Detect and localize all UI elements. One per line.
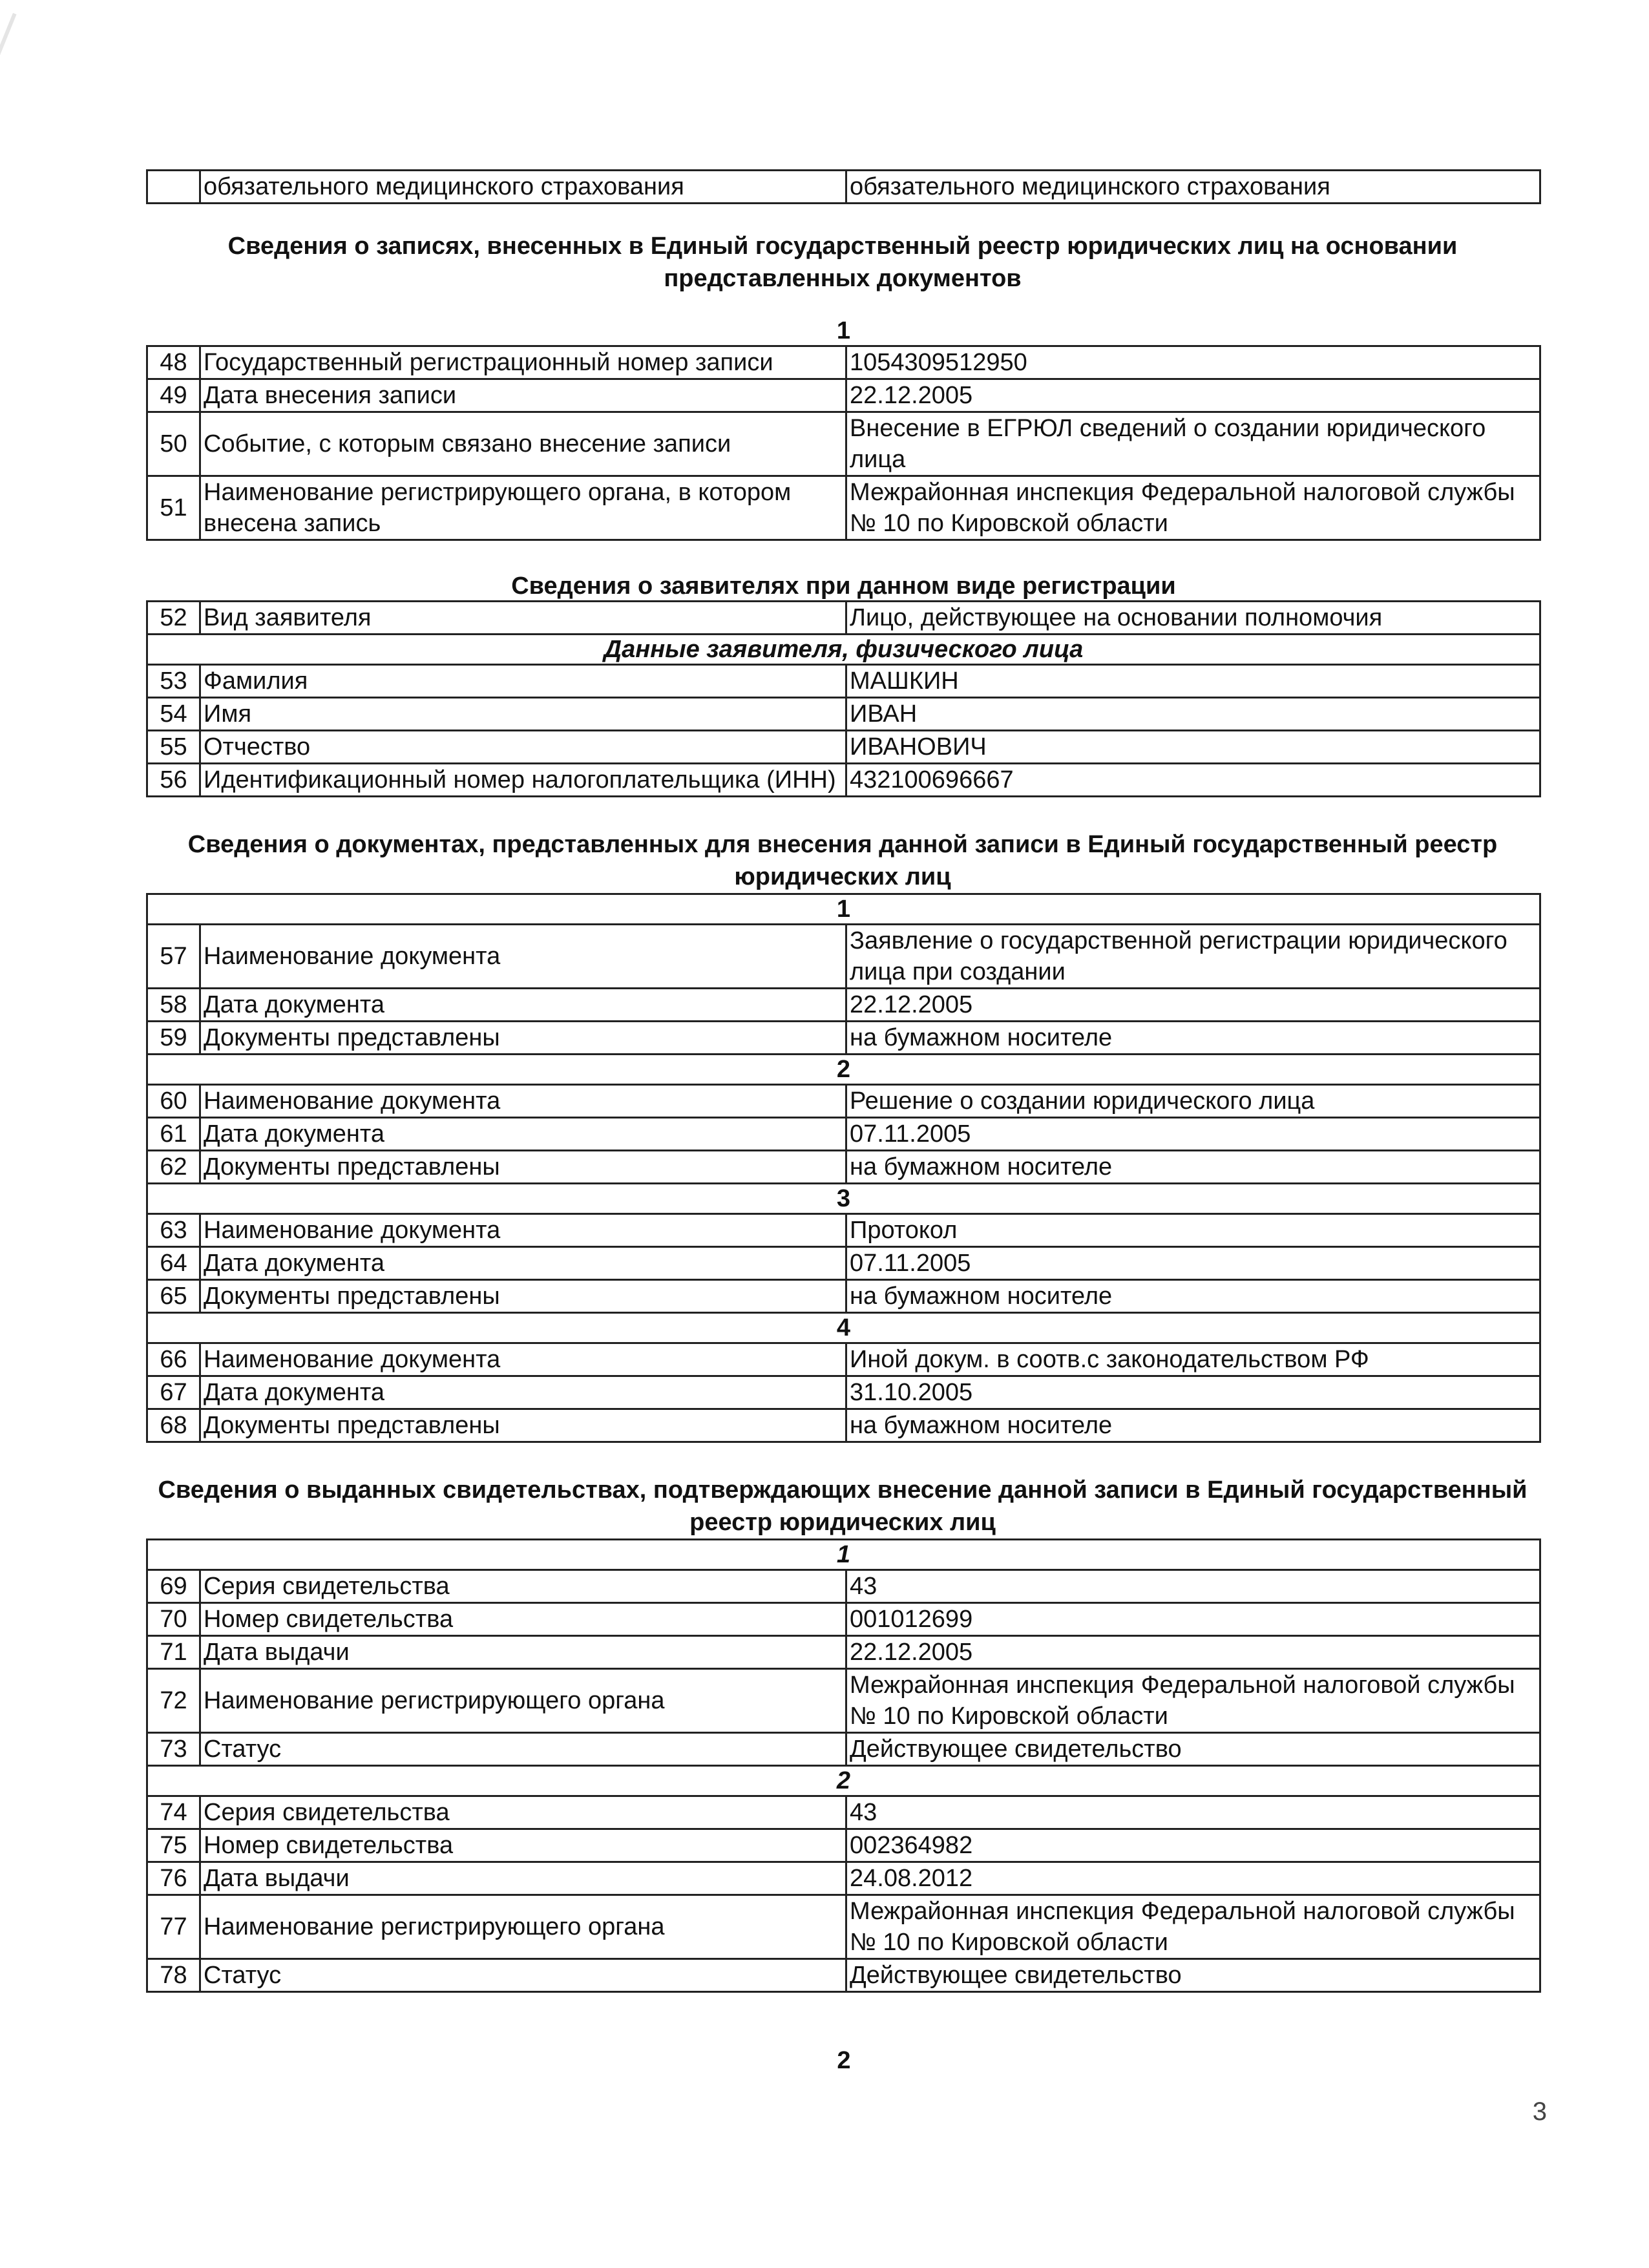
subtitle-row (147, 635, 1540, 665)
table-row (147, 1959, 1540, 1992)
row-label: Дата документа (200, 1118, 846, 1151)
row-value: Межрайонная инспекция Федеральной налоговой службы № 10 по Кировской области (846, 476, 1540, 540)
row-value: 07.11.2005 (846, 1247, 1540, 1280)
row-number: 66 (147, 1343, 200, 1376)
table-row (147, 1862, 1540, 1895)
row-label: Имя (200, 698, 846, 731)
row-number: 69 (147, 1570, 200, 1603)
group-header-row (147, 1540, 1540, 1570)
row-label: Статус (200, 1959, 846, 1992)
row-value: 002364982 (846, 1829, 1540, 1862)
table-row (147, 1247, 1540, 1280)
row-label: Событие, с которым связано внесение записи (200, 412, 846, 476)
table-row (147, 925, 1540, 989)
row-value: Лицо, действующее на основании полномочия (846, 602, 1540, 635)
row-value: на бумажном носителе (846, 1151, 1540, 1184)
table-row (147, 379, 1540, 412)
row-label: Документы представлены (200, 1409, 846, 1442)
table-row (147, 731, 1540, 764)
row-number: 73 (147, 1733, 200, 1766)
group-header-row (147, 894, 1540, 925)
row-label: Дата внесения записи (200, 379, 846, 412)
group-label: 1 (147, 894, 1540, 925)
row-label: Номер свидетельства (200, 1829, 846, 1862)
row-value: 43 (846, 1570, 1540, 1603)
row-number: 54 (147, 698, 200, 731)
table-row (147, 346, 1540, 379)
table-row (147, 1829, 1540, 1862)
table-row (147, 1022, 1540, 1055)
row-label: Документы представлены (200, 1022, 846, 1055)
row-number: 52 (147, 602, 200, 635)
table-row (147, 476, 1540, 540)
page-number-center: 2 (837, 2047, 851, 2074)
table-row (147, 1409, 1540, 1442)
row-value: ИВАН (846, 698, 1540, 731)
table-row (147, 1796, 1540, 1829)
row-number: 49 (147, 379, 200, 412)
row-value: 22.12.2005 (846, 379, 1540, 412)
row-value: Решение о создании юридического лица (846, 1085, 1540, 1118)
table-row (147, 1376, 1540, 1409)
table-row (147, 665, 1540, 698)
row-label: Наименование регистрирующего органа (200, 1895, 846, 1959)
row-label: Номер свидетельства (200, 1603, 846, 1636)
records-table (146, 317, 1541, 541)
table-row (147, 1118, 1540, 1151)
row-value: 001012699 (846, 1603, 1540, 1636)
row-label: Дата выдачи (200, 1862, 846, 1895)
row-number: 68 (147, 1409, 200, 1442)
row-label: Дата документа (200, 1247, 846, 1280)
row-label: Государственный регистрационный номер записи (200, 346, 846, 379)
table-row (147, 1570, 1540, 1603)
table-row (147, 1280, 1540, 1313)
row-label: Дата документа (200, 989, 846, 1022)
row-number: 71 (147, 1636, 200, 1669)
scan-artifact-line (0, 13, 17, 302)
table-row (147, 764, 1540, 797)
row-number: 64 (147, 1247, 200, 1280)
egrul-extract-page (146, 169, 1539, 1993)
row-number: 74 (147, 1796, 200, 1829)
row-number: 60 (147, 1085, 200, 1118)
row-label: Дата выдачи (200, 1636, 846, 1669)
row-value: 07.11.2005 (846, 1118, 1540, 1151)
row-number: 65 (147, 1280, 200, 1313)
row-number: 57 (147, 925, 200, 989)
group-label: 2 (147, 1055, 1540, 1085)
group-header-row (147, 1184, 1540, 1214)
table-row (147, 1343, 1540, 1376)
row-label: Серия свидетельства (200, 1796, 846, 1829)
row-number: 62 (147, 1151, 200, 1184)
row-value: Межрайонная инспекция Федеральной налоговой службы № 10 по Кировской области (846, 1895, 1540, 1959)
row-number: 61 (147, 1118, 200, 1151)
row-number: 75 (147, 1829, 200, 1862)
table-row (147, 1151, 1540, 1184)
table-row (147, 1733, 1540, 1766)
row-number: 51 (147, 476, 200, 540)
row-number: 78 (147, 1959, 200, 1992)
row-value: 24.08.2012 (846, 1862, 1540, 1895)
row-value: Действующее свидетельство (846, 1733, 1540, 1766)
row-label: Наименование документа (200, 925, 846, 989)
section-applicants-title: Сведения о заявителях при данном виде регистрации (147, 572, 1540, 602)
row-label: Отчество (200, 731, 846, 764)
table-row (147, 989, 1540, 1022)
row-number: 63 (147, 1214, 200, 1247)
table-row (147, 602, 1540, 635)
row-number: 58 (147, 989, 200, 1022)
table-row (147, 1085, 1540, 1118)
row-value: 22.12.2005 (846, 1636, 1540, 1669)
row-label: Наименование регистрирующего органа, в котором внесена запись (200, 476, 846, 540)
section-records-title: Сведения о записях, внесенных в Единый государственный реестр юридических лиц на основании представленных документов (227, 233, 1458, 292)
row-label: Статус (200, 1733, 846, 1766)
row-label: Серия свидетельства (200, 1570, 846, 1603)
row-label: Документы представлены (200, 1151, 846, 1184)
group-label: 1 (147, 1540, 1540, 1570)
row-number: 53 (147, 665, 200, 698)
section-title-row (147, 572, 1540, 602)
row-number: 76 (147, 1862, 200, 1895)
row-value: 432100696667 (846, 764, 1540, 797)
row-value: Действующее свидетельство (846, 1959, 1540, 1992)
row-number: 50 (147, 412, 200, 476)
row-number: 59 (147, 1022, 200, 1055)
row-value: на бумажном носителе (846, 1022, 1540, 1055)
row-label: Фамилия (200, 665, 846, 698)
section-certificates-title: Сведения о выданных свидетельствах, подтверждающих внесение данной записи в Единый государственный реестр юридических лиц (158, 1476, 1528, 1536)
table-row (147, 1603, 1540, 1636)
group-label: 4 (147, 1313, 1540, 1343)
row-value: Внесение в ЕГРЮЛ сведений о создании юридического лица (846, 412, 1540, 476)
row-value: обязательного медицинского страхования (846, 171, 1540, 204)
row-label: Дата документа (200, 1376, 846, 1409)
certificates-table (146, 1538, 1541, 1993)
page-number-corner: 3 (1532, 2097, 1547, 2126)
row-value: 43 (846, 1796, 1540, 1829)
table-row (147, 171, 1540, 204)
table-row (147, 1214, 1540, 1247)
top-row-table (146, 169, 1541, 204)
row-value: на бумажном носителе (846, 1409, 1540, 1442)
applicant-subtitle: Данные заявителя, физического лица (147, 635, 1540, 665)
table-row (147, 698, 1540, 731)
table-row (147, 1895, 1540, 1959)
group-label: 2 (147, 1766, 1540, 1796)
row-value: Заявление о государственной регистрации юридического лица при создании (846, 925, 1540, 989)
row-number: 70 (147, 1603, 200, 1636)
documents-table (146, 893, 1541, 1443)
table-row (147, 1636, 1540, 1669)
row-value: 1054309512950 (846, 346, 1540, 379)
row-value: Иной докум. в соотв.с законодательством РФ (846, 1343, 1540, 1376)
group-header-row (147, 1313, 1540, 1343)
row-number: 72 (147, 1669, 200, 1733)
group-header-row (147, 1055, 1540, 1085)
applicants-table (146, 572, 1541, 797)
group-header-row (147, 1766, 1540, 1796)
row-value: ИВАНОВИЧ (846, 731, 1540, 764)
row-value: 22.12.2005 (846, 989, 1540, 1022)
row-label: Наименование регистрирующего органа (200, 1669, 846, 1733)
row-number: 67 (147, 1376, 200, 1409)
row-label: Наименование документа (200, 1214, 846, 1247)
row-value: на бумажном носителе (846, 1280, 1540, 1313)
row-value: Межрайонная инспекция Федеральной налоговой службы № 10 по Кировской области (846, 1669, 1540, 1733)
row-label: Документы представлены (200, 1280, 846, 1313)
row-label: Идентификационный номер налогоплательщика (ИНН) (200, 764, 846, 797)
row-label: Вид заявителя (200, 602, 846, 635)
group-header-row (147, 317, 1540, 346)
row-number: 56 (147, 764, 200, 797)
row-number: 77 (147, 1895, 200, 1959)
row-number: 48 (147, 346, 200, 379)
row-label: Наименование документа (200, 1085, 846, 1118)
row-value: МАШКИН (846, 665, 1540, 698)
row-number (147, 171, 200, 204)
table-row (147, 1669, 1540, 1733)
section-documents-title: Сведения о документах, представленных для внесения данной записи в Единый государственный реестр юридических лиц (187, 831, 1498, 890)
row-label: Наименование документа (200, 1343, 846, 1376)
row-label: обязательного медицинского страхования (200, 171, 846, 204)
row-value: Протокол (846, 1214, 1540, 1247)
table-row (147, 412, 1540, 476)
row-number: 55 (147, 731, 200, 764)
row-value: 31.10.2005 (846, 1376, 1540, 1409)
group-label: 3 (147, 1184, 1540, 1214)
group-label: 1 (147, 317, 1540, 346)
